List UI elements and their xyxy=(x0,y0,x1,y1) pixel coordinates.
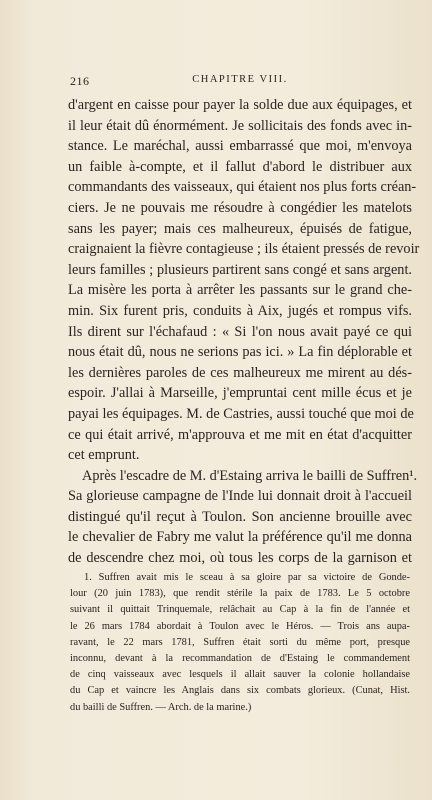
body-text xyxy=(68,95,420,569)
body-line: de descendre chez moi, où tous les corps de la garnison et xyxy=(68,550,412,567)
body-line: le chevalier de Fabry me valut la préférence qu'il me donna xyxy=(68,529,412,546)
body-line: distingué qu'il reçut à Toulon. Son ancienne brouille avec xyxy=(68,508,412,525)
running-head: CHAPITRE VIII. xyxy=(192,74,288,85)
footnote-line: de cinq vaisseaux avec lesquels il allait sauver la colonie hollandaise xyxy=(70,669,410,681)
body-line: commandants des vaisseaux, qui étaient nos plus forts créan- xyxy=(68,179,417,196)
body-line: les dernières paroles de ces malheureux me mirent au dés- xyxy=(68,364,412,381)
footnote-line: lour (20 juin 1783), que rendit stérile la paix de 1783. Le 5 octobre xyxy=(70,588,410,600)
body-line: un faible à-compte, et il fallut d'abord le distribuer aux xyxy=(68,158,412,175)
body-line: cet emprunt. xyxy=(68,447,140,464)
body-line: Après l'escadre de M. d'Estaing arriva le bailli de Suffren¹. xyxy=(82,467,418,484)
footnote-line: le 26 mars 1784 abordait à Toulon avec le Héros. — Trois ans aupa- xyxy=(70,620,410,632)
body-line: La misère les porta à arrêter les passants sur le grand che- xyxy=(68,282,412,299)
body-line: payai les équipages. M. de Castries, aussi touché que moi de xyxy=(68,405,414,422)
body-line: il leur était dû énormément. Je sollicitais des fonds avec in- xyxy=(68,117,412,134)
body-line: sans les payer; mais ces malheureux, épuisés de fatigue, xyxy=(68,220,412,237)
body-line: Ils dirent sur l'échafaud : « Si l'on nous avait payé ce qui xyxy=(68,323,412,340)
body-line: stance. Le maréchal, aussi embarrassé que moi, m'envoya xyxy=(68,138,412,155)
page-number: 216 xyxy=(70,74,90,88)
body-line: nous était dû, nous ne serions pas ici. » La fin déplorable et xyxy=(68,344,412,361)
body-line: leurs familles ; plusieurs partirent sans congé et sans argent. xyxy=(68,261,412,278)
body-line: Sa glorieuse campagne de l'Inde lui donnait droit à l'accueil xyxy=(68,488,412,505)
footnote-line: 1. Suffren avait mis le sceau à sa gloire par sa victoire de Gonde- xyxy=(84,572,410,583)
footnote-line: du bailli de Suffren. — Arch. de la marine.) xyxy=(70,701,252,713)
body-line: espoir. J'allai à Marseille, j'empruntai cent mille écus et je xyxy=(68,385,412,402)
body-line: min. Six furent pris, conduits à Aix, jugés et rompus vifs. xyxy=(68,302,412,319)
footnote-line: ravant, le 22 mars 1781, Suffren était sorti du même port, presque xyxy=(70,636,410,648)
footnote-line: du Cap et vaincre les Anglais dans six combats glorieux. (Cunat, Hist. xyxy=(70,685,410,697)
footnotes xyxy=(70,570,410,716)
body-line: d'argent en caisse pour payer la solde due aux équipages, et xyxy=(68,97,412,113)
footnote-line: inconnu, devant à la recommandation de d'Estaing le commandement xyxy=(70,652,410,664)
body-line: ce qui était arrivé, m'approuva et me mit en état d'acquitter xyxy=(68,426,412,443)
body-line: craignaient la fièvre contagieuse ; ils étaient pressés de revoir xyxy=(68,241,420,258)
footnote-line: suivant il quittait Trinquemale, relâchait au Cap à la fin de l'année et xyxy=(70,604,410,616)
body-line: ciers. Je ne pouvais me résoudre à congédier les matelots xyxy=(68,199,412,216)
